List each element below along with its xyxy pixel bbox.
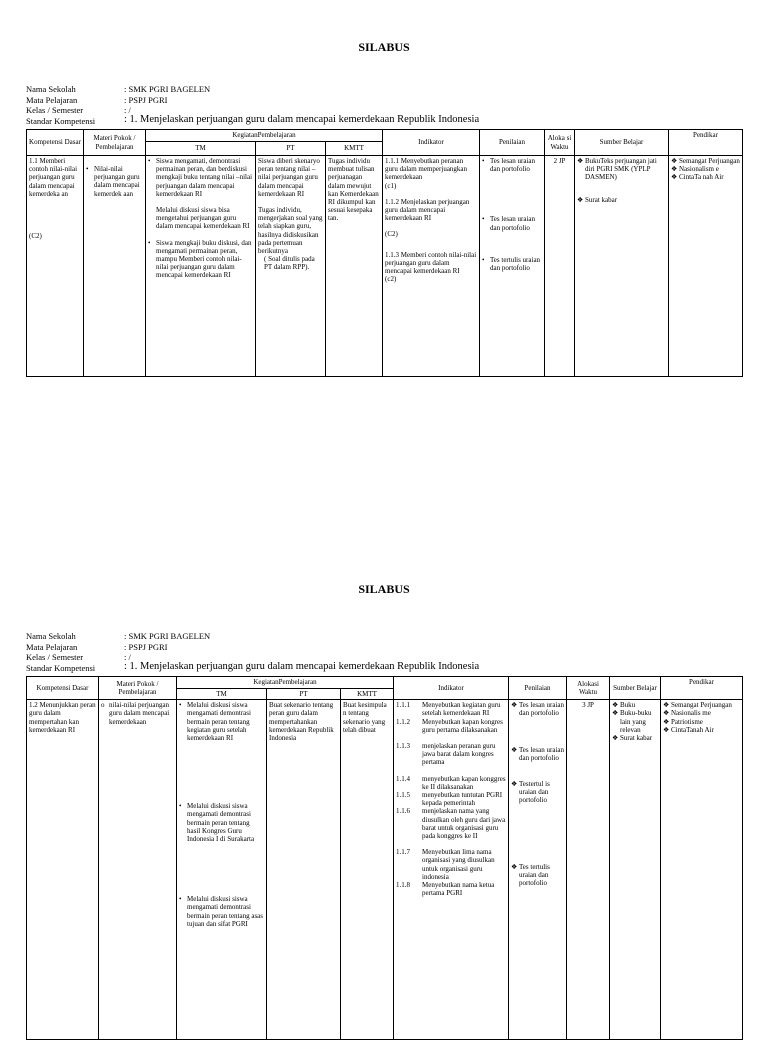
label-nama-sekolah: Nama Sekolah — [26, 631, 76, 641]
silabus-table-2 — [26, 676, 743, 1040]
list-item: ❖ BukuTeks perjuangan jati diri PGRI SMK (YPLP DASMEN) — [577, 157, 666, 182]
cell-indikator — [383, 156, 480, 377]
list-item: ❖ Tes tertulis uraian dan portofolio — [511, 863, 564, 888]
cell-alokasi: 2 JP — [545, 156, 575, 377]
list-item: ❖ Surat kabar — [612, 734, 653, 743]
header-penilaian: Penilaian — [509, 677, 567, 700]
indikator-2-text: 1.1.2 Menjelaskan perjuangan guru dalam mencapai kemerdekaan RI — [385, 197, 470, 223]
list-item: • Siswa mengkaji buku diskusi, dan mengamati permainan peran, mampu Memberi contoh nilai-nilai perjuangan guru dalam mencapai kemerdekaan RI — [148, 238, 252, 280]
value-nama-sekolah: : SMK PGRI BAGELEN — [124, 84, 211, 94]
list-item: • Tes tertulis uraian dan portofolio — [482, 255, 541, 273]
pendikar-4: CintaTanah Air — [671, 725, 714, 734]
pt-item-1: Siswa diberi skenaryo peran tentang nilai – nilai perjuangan guru dalam mencapai kemerdekaan RI — [258, 157, 320, 198]
list-item: • Melalui diskusi siswa mengamati demontrasi bermain peran tentang hasil Kongres Guru Indonesia I di Surakarta — [179, 802, 264, 843]
section1-title: SILABUS — [358, 40, 410, 54]
cell-kmtt: Buat kesimpula n tentang sekenario yang telah dibuat — [341, 700, 394, 1040]
header-pendikar: Pendikar — [661, 677, 743, 700]
cell-penilaian — [480, 156, 545, 377]
cell-tm — [146, 156, 256, 377]
list-item: ❖ Buku — [612, 701, 636, 710]
pendikar-3: Patriotisme — [671, 717, 703, 726]
indikator-1-code: (c1) — [385, 181, 397, 190]
label-mata-pelajaran: Mata Pelajaran — [26, 641, 78, 652]
header-pendikar: Pendikar — [669, 130, 743, 156]
list-item: 1.1.4 menyebutkan kapan konggres ke II dilaksanakan — [396, 774, 506, 791]
indikator-1-text: 1.1.1 Menyebutkan peranan guru dalam memperjuangkan kemerdekaan — [385, 157, 468, 182]
header-kompetensi-dasar: Kompetensi Dasar — [27, 677, 99, 700]
sumber-1: BukuTeks perjuangan jati diri PGRI SMK (YPLP DASMEN) — [585, 157, 657, 182]
header-tm: TM — [146, 142, 256, 156]
list-item: • Siswa mengamati, demontrasi permainan peran, dan berdiskusi mengkaji buku tentang nilai –nilai perjuangan dalam mencapai kemerdekaan RI — [148, 157, 253, 198]
list-item: • Tes lesan uraian dan portofolio — [482, 215, 542, 231]
pendikar-1: Semangat Perjuangan — [671, 701, 732, 710]
list-item: • Tes lesan uraian dan portofolio — [482, 157, 542, 173]
header-kegiatan-pembelajaran: KegiatanPembelajaran — [177, 677, 394, 689]
value-kelas-semester: : / — [124, 105, 131, 115]
indikator-3-code: (c2) — [385, 275, 397, 284]
penilaian-2: Tes lesan uraian dan portofolio — [519, 745, 564, 762]
list-item: ❖ CintaTanah Air — [663, 725, 714, 734]
pt-item-2: Tugas individu, mengerjakan soal yang telah siapkan guru, hasilnya didiskusikan pada pertemuan berikutnya — [258, 206, 323, 256]
list-item: ❖ Tes lesan uraian dan portofolio — [511, 701, 564, 718]
label-nama-sekolah: Nama Sekolah — [26, 84, 76, 94]
list-item: ❖ CintaTa nah Air — [671, 173, 724, 182]
header-kmtt: KMTT — [326, 142, 383, 156]
sumber-3: Surat kabar — [620, 734, 653, 743]
cell-pt: Buat sekenario tentang peran guru dalam mempertahankan kemerdekaan Republik Indonesia — [267, 700, 341, 1040]
label-kelas-semester: Kelas / Semester — [26, 652, 84, 662]
list-item: ❖ Tes lesan uraian dan portofolio — [511, 745, 564, 762]
penilaian-2: Tes lesan uraian dan portofolio — [490, 215, 535, 232]
header-penilaian: Penilaian — [480, 130, 545, 156]
tm-item-2: Melalui diskusi siswa mengamati demontrasi bermain peran tentang hasil Kongres Guru Indonesia I di Surakarta — [187, 802, 255, 844]
tm-item-3: Melalui diskusi siswa mengamati demontrasi bermain peran tentang asas tujuan dan sifat PGRI — [187, 895, 263, 928]
penilaian-3: Testertul is uraian dan portofolio — [519, 780, 550, 805]
tm-item-2: Melalui diskusi siswa bisa mengetahui perjuangan guru dalam mencapai kemerdekaan RI — [156, 206, 250, 231]
cell-materi — [99, 700, 177, 1040]
list-item: ❖ Patriotisme — [663, 717, 703, 726]
list-item: • Nilai-nilai perjuangan guru dalam mencapai kemerdek aan — [86, 165, 143, 198]
cell-kompetensi-dasar — [27, 156, 84, 377]
list-item: ❖ Surat kabar — [577, 195, 618, 204]
cell-pendikar — [661, 700, 743, 1040]
cell-penilaian — [509, 700, 567, 1040]
list-item: 1.1.8 Menyebutkan nama ketua pertama PGRI — [396, 881, 495, 898]
header-kmtt: KMTT — [341, 689, 394, 700]
pt-item-3: ( Soal ditulis pada PT dalam RPP). — [264, 255, 315, 272]
tm-item-1: Siswa mengamati, demontrasi permainan peran, dan berdiskusi mengkaji buku tentang nilai –nilai perjuangan dalam mencapai kemerdekaan RI — [156, 157, 253, 198]
list-item: ❖ Buku-buku lain yang relevan — [612, 709, 658, 734]
value-kelas-semester: : / — [124, 652, 131, 662]
indikator-2-code: (C2) — [385, 230, 398, 239]
list-item — [148, 206, 253, 231]
sumber-2: Buku-buku lain yang relevan — [620, 709, 652, 734]
label-kelas-semester: Kelas / Semester — [26, 105, 84, 115]
kd-code: (C2) — [29, 232, 42, 241]
cell-alokasi: 3 JP — [567, 700, 610, 1040]
pendikar-2: Nasionalis me — [671, 709, 711, 718]
header-materi-pokok: Materi Pokok / Pembelajaran — [99, 677, 177, 700]
kd-text: 1.1 Memberi contoh nilai-nilai perjuangan guru dalam mencapai kemerdeka an — [29, 157, 78, 198]
header-alokasi-waktu: Aloka si Waktu — [545, 130, 575, 156]
list-item: 1.1.2 Menyebutkan kapan kongres guru pertama dilaksanakan — [396, 717, 503, 734]
sumber-1: Buku — [620, 701, 636, 710]
list-item: 1.1.7 Menyebutkan lima nama organisasi yang diusulkan untuk organisasi guru indonesia — [396, 848, 495, 881]
list-item: 1.1.3 menjelaskan peranan guru jawa barat dalam kongres pertama — [396, 742, 496, 767]
cell-sumber — [610, 700, 661, 1040]
value-mata-pelajaran: : PSPJ PGRI — [124, 641, 168, 652]
list-item: o nilai-nilai perjuangan guru dalam mencapai kemerdekaan — [101, 701, 174, 726]
list-item: ❖ Nasionalism e — [671, 165, 719, 174]
pendikar-3: CintaTa nah Air — [679, 173, 724, 182]
header-indikator: Indikator — [383, 130, 480, 156]
materi-text: nilai-nilai perjuangan guru dalam mencapai kemerdekaan — [109, 701, 170, 726]
value-standar-kompetensi: : 1. Menjelaskan perjuangan guru dalam mencapai kemerdekaan Republik Indonesia — [124, 660, 480, 672]
materi-text: Nilai-nilai perjuangan guru dalam mencapai kemerdek aan — [94, 165, 140, 198]
label-standar-kompetensi: Standar Kompetensi — [26, 115, 96, 126]
list-item: ❖ Semangat Perjuangan — [671, 157, 740, 165]
silabus-table-1 — [26, 129, 743, 377]
indikator-3-text: 1.1.3 Memberi contoh nilai-nilai perjuangan guru dalam mencapai kemerdekaan RI — [385, 250, 477, 276]
penilaian-1: Tes lesan uraian dan portofolio — [519, 701, 564, 718]
cell-sumber — [575, 156, 669, 377]
penilaian-4: Tes tertulis uraian dan portofolio — [519, 862, 550, 888]
header-pt: PT — [267, 689, 341, 700]
list-item: ❖ Semangat Perjuangan — [663, 701, 732, 710]
header-kegiatan-pembelajaran: KegiatanPembelajaran — [146, 130, 383, 142]
header-indikator: Indikator — [394, 677, 509, 700]
cell-materi — [84, 156, 146, 377]
list-item: 1.1.6 menjelaskan nama yang diusulkan oleh guru dari jawa barat untuk organisasi guru pada konggres ke II — [396, 807, 506, 841]
tm-item-3: Siswa mengkaji buku diskusi, dan mengamati permainan peran, mampu Memberi contoh nilai-nilai perjuangan guru dalam mencapai kemerdekaan RI — [156, 238, 252, 280]
list-item: • Melalui diskusi siswa mengamati demontrasi bermain peran tentang asas tujuan dan sifat PGRI — [179, 895, 263, 928]
pendikar-2: Nasionalism e — [679, 165, 719, 174]
pendikar-1: Semangat Perjuangan — [679, 157, 740, 165]
cell-pt — [256, 156, 326, 377]
header-sumber-belajar: Sumber Belajar — [575, 130, 669, 156]
tm-item-1: Melalui diskusi siswa mengamati demontrasi bermain peran tentang kegiatan guru setelah kemerdekaan RI — [187, 701, 251, 743]
list-item: ❖ Nasionalis me — [663, 709, 711, 718]
cell-pendikar — [669, 156, 743, 377]
sumber-2: Surat kabar — [585, 195, 618, 204]
cell-indikator — [394, 700, 509, 1040]
label-mata-pelajaran: Mata Pelajaran — [26, 94, 78, 105]
penilaian-3: Tes tertulis uraian dan portofolio — [490, 255, 541, 273]
list-item: 1.1.5 menyebutkan tuntutan PGRI kepada pemerintah — [396, 791, 503, 808]
value-mata-pelajaran: : PSPJ PGRI — [124, 94, 168, 105]
list-item: • Melalui diskusi siswa mengamati demontrasi bermain peran tentang kegiatan guru setelah kemerdekaan RI — [179, 701, 264, 742]
header-pt: PT — [256, 142, 326, 156]
label-standar-kompetensi: Standar Kompetensi — [26, 662, 96, 673]
list-item: ❖ Testertul is uraian dan portofolio — [511, 780, 564, 805]
header-materi-pokok: Materi Pokok / Pembelajaran — [84, 130, 146, 156]
cell-kmtt: Tugas individu membuat tulisan perjuanagan dalam mewujut kan Kemerdekaan RI dikumpul kan sesuai kesepaka tan. — [326, 156, 383, 377]
list-item: 1.1.1 Menyebutkan kegiatan guru setelah kemerdekaan RI — [396, 701, 501, 718]
penilaian-1: Tes lesan uraian dan portofolio — [490, 157, 535, 174]
header-kompetensi-dasar: Kompetensi Dasar — [27, 130, 84, 156]
section2-title: SILABUS — [358, 582, 410, 596]
cell-kompetensi-dasar: 1.2 Menunjukkan peran guru dalam mempertahan kan kemerdekaan RI — [27, 700, 99, 1040]
header-sumber-belajar: Sumber Belajar — [610, 677, 661, 700]
header-tm: TM — [177, 689, 267, 700]
value-nama-sekolah: : SMK PGRI BAGELEN — [124, 631, 211, 641]
value-standar-kompetensi: : 1. Menjelaskan perjuangan guru dalam mencapai kemerdekaan Republik Indonesia — [124, 113, 480, 125]
header-alokasi-waktu: Alokasi Waktu — [567, 677, 610, 700]
cell-tm — [177, 700, 267, 1040]
